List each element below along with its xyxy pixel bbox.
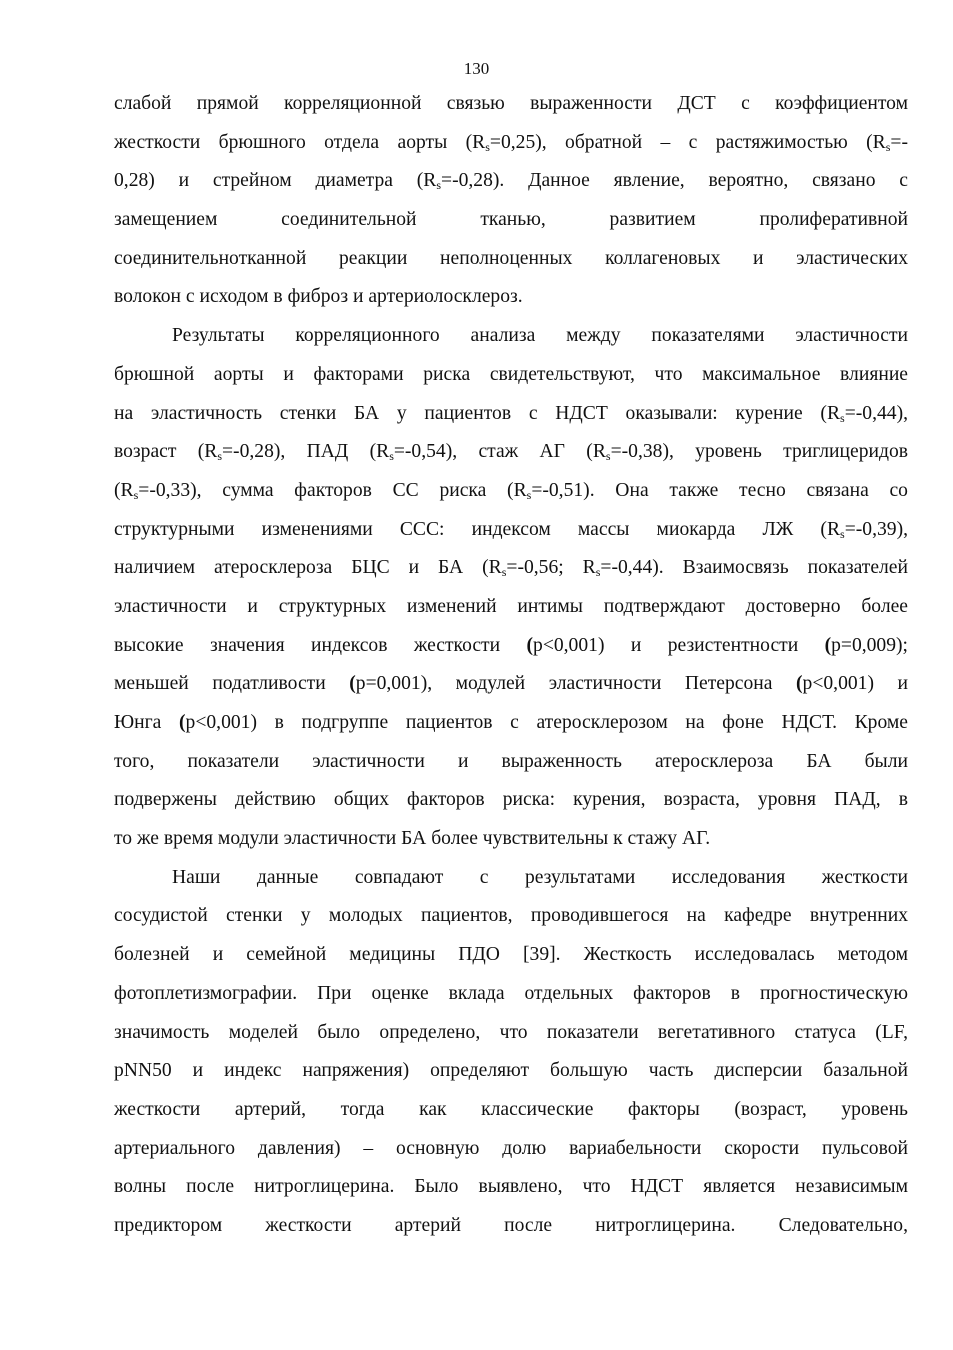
page-number: 130: [463, 59, 490, 78]
text-line: волны после нитроглицерина. Было выявлено, что НДСТ является независимым: [114, 1176, 908, 1198]
text-line: высокие значения индексов жесткости (p<0,001) и резистентности (p=0,009);: [114, 634, 908, 656]
text-line: волокон с исходом в фиброз и артериолосклероз.: [114, 286, 523, 308]
text-line: меньшей податливости (p=0,001), модулей эластичности Петерсона (p<0,001) и: [114, 673, 909, 695]
paragraph-first-line: Наши данные совпадают с результатами исследования жесткости: [172, 866, 908, 888]
text-line: подвержены действию общих факторов риска: курения, возраста, уровня ПАД, в: [114, 789, 908, 811]
text-line: $(R_s=-0,33)$, сумма факторов СС риска $(R_s=-0,51)$. Она также тесно связана со: [114, 479, 908, 502]
text-line: соединительнотканной реакции неполноценных коллагеновых и эластических: [114, 247, 908, 269]
text-line: наличием атеросклероза БЦС и БА ($R_s=-0,56$; $R_s=-0,44$). Взаимосвязь показателей: [114, 557, 908, 580]
text-line: Юнга (p<0,001) в подгруппе пациентов с атеросклерозом на фоне НДСТ. Кроме: [114, 712, 909, 733]
text-line: жесткости артерий, тогда как классические факторы (возраст, уровень: [114, 1098, 908, 1120]
text-line: сосудистой стенки у молодых пациентов, проводившегося на кафедре внутренних: [114, 905, 908, 927]
text-line: того, показатели эластичности и выраженность атеросклероза БА были: [114, 750, 908, 772]
text-line: артериального давления) – основную долю вариабельности скорости пульсовой: [114, 1137, 908, 1159]
text-line: замещением соединительной тканью, развитием пролиферативной: [114, 209, 908, 231]
text-line: жесткости брюшного отдела аорты $(R_s=0,25)$, обратной – с растяжимостью ($R_s=-$: [114, 131, 908, 154]
text-line: фотоплетизмографии. При оценке вклада отдельных факторов в прогностическую: [114, 982, 908, 1004]
text-line: болезней и семейной медицины ПДО [39]. Жесткость исследовалась методом: [114, 944, 908, 966]
text-line: структурными изменениями ССС: индексом массы миокарда ЛЖ $(R_s=-0,39)$,: [114, 518, 908, 541]
body-text: [114, 85, 908, 1246]
text-line: на эластичность стенки БА у пациентов с НДСТ оказывали: курение $(R_s=-0,44)$,: [114, 402, 908, 425]
text-line: значимость моделей было определено, что показатели вегетативного статуса (LF,: [114, 1021, 908, 1043]
text-line: брюшной аорты и факторами риска свидетельствуют, что максимальное влияние: [114, 363, 908, 385]
paragraph-first-line: Результаты корреляционного анализа между показателями эластичности: [172, 325, 908, 347]
text-line: 0,28) и стрейном диаметра $(R_s=-0,28)$. Данное явление, вероятно, связано с: [114, 170, 908, 193]
text-line: то же время модули эластичности БА более чувствительны к стажу АГ.: [114, 828, 711, 850]
text-line: pNN50 и индекс напряжения) определяют большую часть дисперсии базальной: [114, 1060, 908, 1082]
text-line: возраст $(R_s=-0,28)$, ПАД $(R_s=-0,54)$, стаж АГ $(R_s=-0,38)$, уровень триглицеридов: [114, 441, 909, 464]
text-line: эластичности и структурных изменений интимы подтверждают достоверно более: [114, 595, 908, 617]
text-line: предиктором жесткости артерий после нитроглицерина. Следовательно,: [114, 1214, 908, 1236]
text-line: слабой прямой корреляционной связью выраженности ДСТ с коэффициентом: [114, 93, 908, 114]
